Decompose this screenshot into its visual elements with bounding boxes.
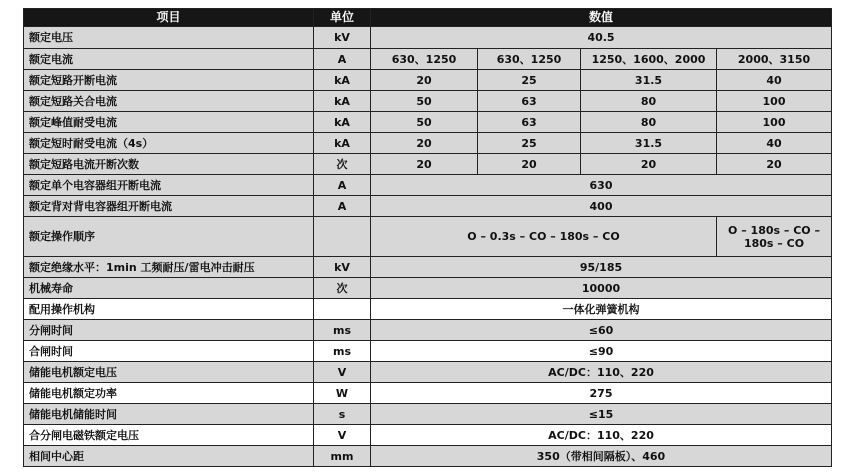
row-value: O – 180s – CO – 180s – CO [717, 217, 832, 257]
table-row [24, 133, 832, 154]
row-value: 25 [478, 133, 581, 154]
row-value: 630、1250 [371, 49, 478, 70]
row-name: 储能电机储能时间 [24, 404, 314, 425]
row-value: 25 [478, 70, 581, 91]
row-unit: 次 [314, 154, 371, 175]
row-name: 额定单个电容器组开断电流 [24, 175, 314, 196]
table-row [24, 425, 832, 446]
table-row [24, 362, 832, 383]
row-value: 20 [478, 154, 581, 175]
row-name: 合闸时间 [24, 341, 314, 362]
row-unit: A [314, 196, 371, 217]
table-row [24, 320, 832, 341]
row-value: 50 [371, 112, 478, 133]
table-row [24, 404, 832, 425]
row-value: 20 [371, 70, 478, 91]
row-unit: ms [314, 320, 371, 341]
table-row [24, 446, 832, 467]
row-value: 20 [371, 154, 478, 175]
row-name: 额定背对背电容器组开断电流 [24, 196, 314, 217]
row-value: 95/185 [371, 257, 832, 278]
row-value: 10000 [371, 278, 832, 299]
row-value: 20 [581, 154, 717, 175]
row-name: 储能电机额定功率 [24, 383, 314, 404]
header-value: 数值 [371, 9, 832, 27]
row-name: 合分闸电磁铁额定电压 [24, 425, 314, 446]
table-row [24, 217, 832, 257]
row-unit: A [314, 175, 371, 196]
row-value: 2000、3150 [717, 49, 832, 70]
row-value: 31.5 [581, 70, 717, 91]
row-value: AC/DC：110、220 [371, 362, 832, 383]
row-value: 20 [717, 154, 832, 175]
row-name: 额定电压 [24, 27, 314, 49]
row-value: O – 0.3s – CO – 180s – CO [371, 217, 717, 257]
row-value: 40.5 [371, 27, 832, 49]
row-name: 额定峰值耐受电流 [24, 112, 314, 133]
row-unit: kV [314, 27, 371, 49]
row-value: 80 [581, 112, 717, 133]
row-name: 分闸时间 [24, 320, 314, 341]
table-row [24, 299, 832, 320]
row-name: 机械寿命 [24, 278, 314, 299]
table-header-row [24, 9, 832, 27]
table-row [24, 27, 832, 49]
row-value: ≤60 [371, 320, 832, 341]
row-value: 40 [717, 70, 832, 91]
row-value: 275 [371, 383, 832, 404]
table-row [24, 91, 832, 112]
table-row [24, 383, 832, 404]
table-row [24, 257, 832, 278]
row-value: 一体化弹簧机构 [371, 299, 832, 320]
row-value: 630、1250 [478, 49, 581, 70]
table-row [24, 112, 832, 133]
row-unit: V [314, 425, 371, 446]
row-unit: kV [314, 257, 371, 278]
row-unit: kA [314, 112, 371, 133]
row-name: 额定短路电流开断次数 [24, 154, 314, 175]
row-value: 20 [371, 133, 478, 154]
row-unit: kA [314, 70, 371, 91]
row-name: 配用操作机构 [24, 299, 314, 320]
row-value: 40 [717, 133, 832, 154]
row-value: 80 [581, 91, 717, 112]
row-value: AC/DC：110、220 [371, 425, 832, 446]
row-unit: ms [314, 341, 371, 362]
row-name: 额定操作顺序 [24, 217, 314, 257]
row-value: 50 [371, 91, 478, 112]
table-row [24, 175, 832, 196]
row-value: 1250、1600、2000 [581, 49, 717, 70]
row-unit [314, 217, 371, 257]
row-unit: V [314, 362, 371, 383]
row-unit: W [314, 383, 371, 404]
table-row [24, 196, 832, 217]
table-row [24, 154, 832, 175]
row-name: 储能电机额定电压 [24, 362, 314, 383]
table-row [24, 341, 832, 362]
row-value: 350（带相间隔板）、460 [371, 446, 832, 467]
row-value: 400 [371, 196, 832, 217]
spec-table [23, 8, 832, 467]
row-unit: mm [314, 446, 371, 467]
table-row [24, 278, 832, 299]
row-unit [314, 299, 371, 320]
row-name: 额定绝缘水平：1min 工频耐压/雷电冲击耐压 [24, 257, 314, 278]
row-name: 额定短路关合电流 [24, 91, 314, 112]
table-row [24, 70, 832, 91]
row-unit: 次 [314, 278, 371, 299]
row-name: 额定电流 [24, 49, 314, 70]
row-unit: A [314, 49, 371, 70]
row-value: 100 [717, 112, 832, 133]
row-value: 100 [717, 91, 832, 112]
row-unit: kA [314, 133, 371, 154]
row-name: 额定短时耐受电流（4s） [24, 133, 314, 154]
row-name: 相间中心距 [24, 446, 314, 467]
row-value: 31.5 [581, 133, 717, 154]
header-item: 项目 [24, 9, 314, 27]
header-unit: 单位 [314, 9, 371, 27]
row-unit: s [314, 404, 371, 425]
row-name: 额定短路开断电流 [24, 70, 314, 91]
table-row [24, 49, 832, 70]
row-value: ≤15 [371, 404, 832, 425]
row-value: 63 [478, 112, 581, 133]
row-unit: kA [314, 91, 371, 112]
row-value: 630 [371, 175, 832, 196]
row-value: ≤90 [371, 341, 832, 362]
row-value: 63 [478, 91, 581, 112]
